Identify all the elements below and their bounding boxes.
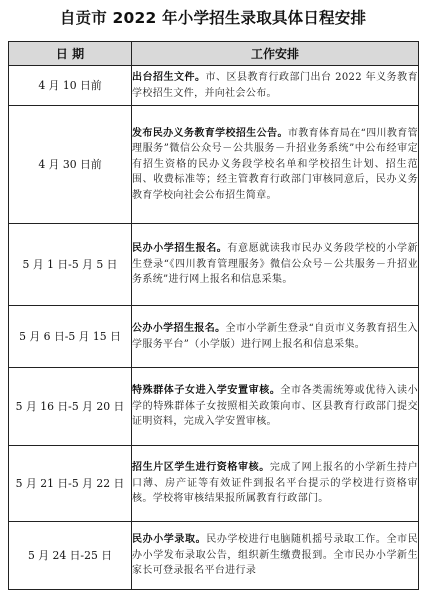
row-date: 5 月 1 日-5 月 5 日: [9, 224, 132, 306]
row-text: 市、区县教育行政部门出台 2022 年义务教育学校招生文件，并向社会公布。: [132, 71, 418, 99]
row-text: 全市小学新生登录“自贡市义务教育招生入学服务平台”（小学版）进行网上报名和信息采集。: [132, 322, 418, 350]
row-date: 5 月 6 日-5 月 15 日: [9, 306, 132, 368]
task-column-header: 工作安排: [132, 42, 419, 66]
row-lead: 民办小学录取。: [132, 534, 207, 546]
table-row: [9, 368, 419, 446]
row-date: 5 月 24 日-25 日: [9, 522, 132, 590]
row-text: 民办学校进行电脑随机摇号录取工作。全市民办小学发布录取公告，组织新生缴费报到。全市民办小学新生家长可登录报名平台进行录: [132, 534, 419, 577]
row-lead: 出台招生文件。: [132, 71, 206, 83]
row-date: 4 月 10 日前: [9, 66, 132, 106]
row-lead: 招生片区学生进行资格审核。: [132, 462, 270, 474]
row-task: [132, 66, 419, 106]
row-lead: 发布民办义务教育学校招生公告。: [132, 127, 288, 139]
row-date: 5 月 21 日-5 月 22 日: [9, 446, 132, 522]
table-row: [9, 106, 419, 224]
row-text: 有意愿就读我市民办义务段学校的小学新生登录“《四川教育管理服务》微信公众号－公共服务－升招业务系统”进行网上报名和信息采集。: [132, 243, 418, 286]
row-lead: 民办小学招生报名。: [132, 243, 228, 255]
row-task: [132, 224, 419, 306]
row-task: [132, 368, 419, 446]
row-lead: 公办小学招生报名。: [132, 322, 226, 334]
table-row: [9, 522, 419, 590]
row-task: [132, 106, 419, 224]
page-title: 自贡市 2022 年小学招生录取具体日程安排: [59, 9, 367, 27]
row-task: [132, 446, 419, 522]
row-task: [132, 522, 419, 590]
table-row: [9, 446, 419, 522]
row-lead: 特殊群体子女进入学安置审核。: [132, 385, 281, 397]
row-task: [132, 306, 419, 368]
table-row: [9, 66, 419, 106]
table-row: [9, 306, 419, 368]
row-date: 4 月 30 日前: [9, 106, 132, 224]
table-header-row: [9, 42, 419, 66]
schedule-table: [8, 41, 419, 590]
date-column-header: 日 期: [9, 42, 132, 66]
table-row: [9, 224, 419, 306]
row-date: 5 月 16 日-5 月 20 日: [9, 368, 132, 446]
row-text: 市教育体育局在“四川教育管理服务”微信公众号－公共服务－升招业务系统”中公布经审定有招生资格的民办义务段学校名单和学校招生计划、招生范围、收费标准等；经主管教育行政部门审核同意后，民办义务教育学校向社会公布招生简章。: [132, 127, 419, 201]
row-text: 完成了网上报名的小学新生持户口薄、房产证等有效证件到报名平台提示的学校进行资格审核。学校将审核结果报所属教育行政部门。: [132, 462, 418, 505]
row-text: 全市各类需统筹或优待入读小学的特殊群体子女按照相关政策向市、区县教育行政部门提交证明资料，完成入学安置审核。: [132, 385, 418, 428]
